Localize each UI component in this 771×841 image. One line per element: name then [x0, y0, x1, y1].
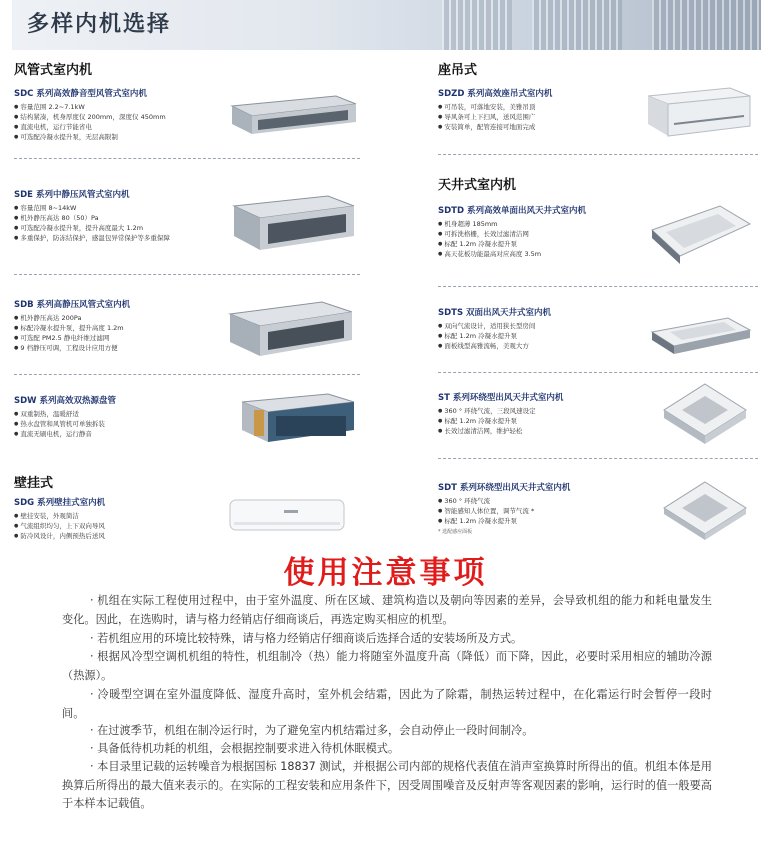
- feature-item: ● 机身超薄 185mm: [438, 219, 586, 229]
- cassette-unit-image: [648, 200, 754, 270]
- feature-item: ● 机外静压高达 80（50）Pa: [14, 213, 170, 223]
- divider: [438, 154, 758, 155]
- feature-item: ● 双向气流设计，适用狭长型房间: [438, 321, 551, 331]
- notice-paragraph: [62, 722, 712, 741]
- product-st: [438, 391, 563, 436]
- feature-item: ● 标配 1.2m 冷凝水提升泵: [438, 516, 570, 526]
- divider: [14, 158, 360, 159]
- divider: [438, 372, 758, 373]
- cassette-unit-image: [648, 312, 754, 356]
- product-sdts: [438, 306, 551, 351]
- duct-unit-image: [226, 298, 360, 360]
- feature-list: [438, 406, 563, 436]
- feature-item: ● 防冷风设计，内侧预热后送风: [14, 531, 105, 541]
- header-banner: [12, 0, 761, 50]
- feature-list: [14, 511, 105, 541]
- feature-item: ● 标配 1.2m 冷凝水提升泵: [438, 331, 551, 341]
- product-title: SDT 系列环绕型出风天井式室内机: [438, 483, 571, 493]
- product-title: SDW 系列高效双热源盘管: [14, 396, 117, 406]
- divider: [438, 286, 758, 287]
- floor-ceiling-unit-image: [644, 84, 754, 140]
- feature-item: ● 9 档静压可调，工程设计应用方便: [14, 343, 130, 353]
- duct-unit-image: [228, 190, 360, 256]
- product-sdw: [14, 394, 116, 439]
- section-title-floor-ceiling: 座吊式: [438, 63, 478, 78]
- product-sdg: [14, 496, 105, 541]
- building-graphic: [652, 0, 761, 50]
- feature-item: ● 壁挂安装，外观简洁: [14, 511, 105, 521]
- product-title: SDTS 双面出风天井式室内机: [438, 308, 552, 318]
- feature-item: ● 气流组织均匀，上下双向导风: [14, 521, 105, 531]
- wall-unit-image: [226, 496, 348, 534]
- feature-item: ● 高天花板功能最高对应高度 3.5m: [438, 249, 586, 259]
- product-title: SDG 系列壁挂式室内机: [14, 498, 106, 508]
- feature-item: ● 360 ° 环绕气流: [438, 496, 570, 506]
- notice-text: · 机组在实际工程使用过程中，由于室外温度、所在区域、建筑构造以及朝向等因素的差异，会导致机组的能力和耗电量发生变化。因此，在选购时，请与格力经销店仔细商谈后，再选定购买相应的机型。: [62, 594, 712, 626]
- heat-coil-unit-image: [236, 390, 360, 446]
- feature-item: ● 热水盘管和风管机可单独拆装: [14, 419, 116, 429]
- product-sdc: [14, 87, 166, 142]
- feature-list: [438, 496, 570, 526]
- feature-item: ● 可选配冷凝水提升泵，无层高限制: [14, 132, 166, 142]
- footnote: * 选配感应面板: [438, 529, 473, 535]
- notice-paragraph: [62, 758, 712, 814]
- product-title: SDB 系列高静压风管式室内机: [14, 300, 131, 310]
- section-title-cassette: 天井式室内机: [438, 178, 517, 193]
- feature-list: [438, 219, 586, 259]
- feature-list: [14, 102, 166, 142]
- divider: [438, 458, 758, 459]
- product-title: ST 系列环绕型出风天井式室内机: [438, 393, 564, 403]
- feature-item: ● 双重制热，温暖舒适: [14, 409, 116, 419]
- feature-item: ● 面板线型高雅流畅，美观大方: [438, 341, 551, 351]
- notice-title: 使用注意事项: [283, 555, 488, 591]
- notice-paragraph: [62, 740, 712, 759]
- building-graphic: [442, 0, 512, 50]
- section-title-duct: 风管式室内机: [14, 63, 93, 78]
- product-title: SDTD 系列高效单面出风天井式室内机: [438, 206, 586, 216]
- page-title: 多样内机选择: [27, 12, 172, 37]
- notice-paragraph: [62, 686, 712, 723]
- feature-list: [438, 102, 552, 132]
- product-sdb: [14, 298, 130, 353]
- feature-item: ● 标配 1.2m 冷凝水提升泵: [438, 416, 563, 426]
- feature-item: ● 结构紧凑，机身厚度仅 200mm，深度仅 450mm: [14, 112, 166, 122]
- feature-item: ● 智能感知人体位置，调节气流 *: [438, 506, 570, 516]
- four-way-cassette-image: [660, 478, 750, 544]
- duct-unit-image: [228, 92, 360, 138]
- feature-item: ● 安装简单，配管连接可地面完成: [438, 122, 552, 132]
- feature-list: [438, 321, 551, 351]
- divider: [14, 374, 360, 375]
- feature-item: ● 容量范围 2.2~7.1kW: [14, 102, 166, 112]
- feature-item: ● 机外静压高达 200Pa: [14, 313, 130, 323]
- feature-item: ● 标配 1.2m 冷凝水提升泵: [438, 239, 586, 249]
- product-title: SDC 系列高效静音型风管式室内机: [14, 89, 147, 99]
- notice-paragraph: [62, 592, 712, 629]
- feature-item: ● 直流电机，运行节能省电: [14, 122, 166, 132]
- product-sdzd: [438, 87, 552, 132]
- notice-paragraph: [62, 630, 712, 649]
- feature-item: ● 容量范围 8~14kW: [14, 203, 170, 213]
- notice-text: · 根据风冷型空调机机组的特性，机组制冷（热）能力将随室外温度升高（降低）而下降，因此，必要时采用相应的辅助冷源（热源）。: [62, 650, 712, 682]
- notice-text: · 在过渡季节，机组在制冷运行时，为了避免室内机结霜过多，会自动停止一段时间制冷。: [90, 724, 534, 737]
- feature-list: [14, 203, 170, 243]
- feature-item: ● 直流无刷电机，运行静音: [14, 429, 116, 439]
- feature-item: ● 标配冷凝水提升泵，提升高度 1.2m: [14, 323, 130, 333]
- notice-text: · 冷暖型空调在室外温度降低、湿度升高时，室外机会结霜，因此为了除霜，制热运转过程中，在化霜运行时会暂停一段时间。: [62, 688, 712, 720]
- notice-paragraph: [62, 648, 712, 685]
- product-sde: [14, 188, 170, 243]
- feature-item: ● 可选配冷凝水提升泵，提升高度最大 1.2m: [14, 223, 170, 233]
- section-title-wall: 壁挂式: [14, 476, 54, 491]
- product-title: SDE 系列中静压风管式室内机: [14, 190, 130, 200]
- feature-item: ● 可拆洗格栅，长效过滤清洁网: [438, 229, 586, 239]
- feature-item: ● 360 ° 环绕气流，三段风速设定: [438, 406, 563, 416]
- building-graphic: [532, 0, 622, 50]
- product-title: SDZD 系列高效座吊式室内机: [438, 89, 553, 99]
- feature-item: ● 长效过滤清洁网，维护轻松: [438, 426, 563, 436]
- product-sdtd: [438, 204, 586, 259]
- feature-list: [14, 409, 116, 439]
- feature-list: [14, 313, 130, 353]
- notice-text: · 具备低待机功耗的机组，会根据控制要求进入待机休眠模式。: [90, 742, 400, 755]
- four-way-cassette-image: [660, 380, 750, 448]
- feature-item: ● 可选配 PM2.5 静电纤维过滤网: [14, 333, 130, 343]
- feature-item: ● 导风条可上下扫风，送风范围广: [438, 112, 552, 122]
- notice-text: · 本目录里记载的运转噪音为根据国标 18837 测试，并根据公司内部的规格代表值在消声室换算时所得出的值。机组本体是用换算后所得出的最大值来表示的。在实际的工程安装和应用条件下，因受周围噪音及反射声等客观因素的影响，运行时的值一般要高于本样本记载值。: [62, 760, 712, 811]
- notice-text: · 若机组应用的环境比较特殊，请与格力经销店仔细商谈后选择合适的安装场所及方式。: [90, 632, 523, 645]
- feature-item: ● 多重保护，防冻结保护，感温包异常保护等多重保障: [14, 233, 170, 243]
- feature-item: ● 可吊装，可落地安装，美雅吊顶: [438, 102, 552, 112]
- product-sdt: [438, 481, 570, 535]
- divider: [14, 274, 360, 275]
